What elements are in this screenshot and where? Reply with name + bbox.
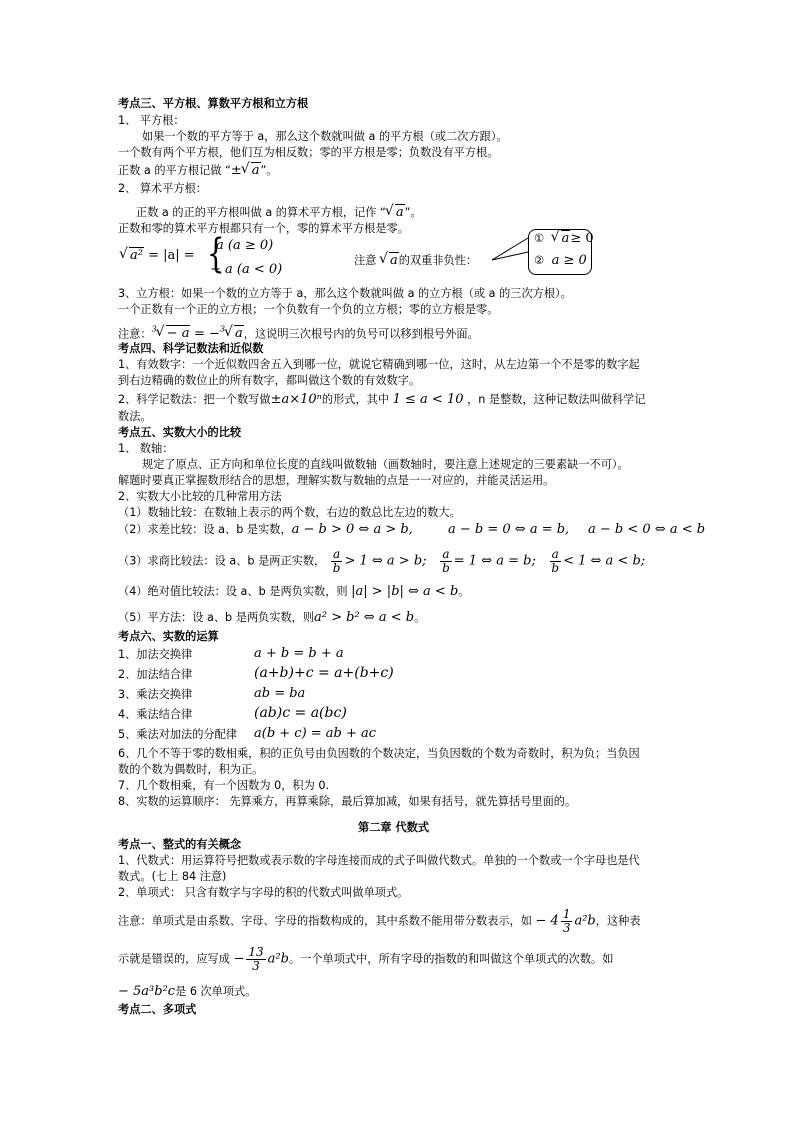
paragraph: 一个数有两个平方根，他们互为相反数；零的平方根是零；负数没有平方根。 <box>118 146 499 159</box>
fraction-13-3: $\frac{13}{3}$ <box>248 945 264 973</box>
paragraph: 如果一个数的平方等于 a，那么这个数就叫做 a 的平方根（或二次方跟）。 <box>142 130 508 143</box>
callout-line: ① √ a≥ 0 <box>534 231 594 247</box>
paragraph: 注意：$^3$√ − a = −$^3$√ a，这说明三次根号内的负号可以移到根号外面。 <box>118 322 479 342</box>
section-title: 考点六、实数的运算 <box>118 630 219 643</box>
rule-name: 5、乘法对加法的分配律 <box>118 728 237 741</box>
paragraph: 规定了原点、正方向和单位长度的直线叫做数轴（画数轴时，要注意上述规定的三要素缺一不可）。 <box>142 458 629 471</box>
cube-root-a: $^3$√ a <box>220 326 244 341</box>
rule-formula: a + b = b + a <box>254 646 344 661</box>
rule-formula: a(b + c) = ab + ac <box>254 726 377 741</box>
fraction-a-b: $\frac{a}{b}$ <box>332 547 341 575</box>
sqrt-a: √ a <box>552 231 571 247</box>
section-title: 考点一、整式的有关概念 <box>118 838 242 851</box>
sqrt-a: √ a <box>242 163 261 179</box>
paragraph: − 5a³b²c是 6 次单项式。 <box>118 984 257 999</box>
formula-sqrt-a2: √ a² = |a| = <box>120 248 195 264</box>
paragraph: （4）绝对值比较法：设 a、b 是两负实数，则 |a| > |b| ⇔ a < b。 <box>118 584 470 599</box>
sqrt-a: √ a <box>380 253 399 269</box>
rule-formula: (ab)c = a(bc) <box>254 705 347 721</box>
section-title: 考点三、平方根、算数平方根和立方根 <box>118 97 309 110</box>
paragraph: 7、几个数相乘，有一个因数为 0，积为 0. <box>118 779 330 792</box>
paragraph: 1、 平方根： <box>118 114 185 127</box>
paragraph: 一个正数有一个正的立方根；一个负数有一个负的立方根；零的立方根是零。 <box>118 303 499 316</box>
paragraph: 正数 a 的正的平方根叫做 a 的算术平方根，记作 “√ a”。 <box>136 205 422 221</box>
paragraph: 1、 数轴： <box>118 442 174 455</box>
cube-root-neg-a: $^3$√ − a <box>152 326 191 341</box>
paragraph: （1）数轴比较：在数轴上表示的两个数，右边的数总比左边的数大。 <box>118 506 461 519</box>
paragraph: 2、科学记数法：把一个数写做±a×10ⁿ的形式，其中 1 ≤ a < 10 ，n 是整数，这种记数法叫做科学记 <box>118 392 646 407</box>
rule-name: 1、加法交换律 <box>118 648 193 661</box>
paragraph: 数式。(七上 84 注意) <box>118 870 227 883</box>
paragraph: 示就是错误的，应写成 − $\frac{13}{3}$ a²b。一个单项式中，所有字母的指数的和叫做这个单项式的次数。如 <box>118 945 614 973</box>
paragraph: （2）求差比较：设 a、b 是实数，a − b > 0 ⇔ a > b, <box>118 522 413 537</box>
paragraph: 正数和零的算术平方根都只有一个，零的算术平方根是零。 <box>118 222 409 235</box>
note: 注意 √ a的双重非负性： <box>354 253 477 269</box>
fraction-a-b: $\frac{a}{b}$ <box>551 547 560 575</box>
paragraph: 数法。 <box>118 410 152 423</box>
rule-name: 3、乘法交换律 <box>118 688 193 701</box>
section-title: 考点四、科学记数法和近似数 <box>118 342 264 355</box>
mixed-fraction: $\frac{1}{3}$ <box>562 907 571 935</box>
chapter-title: 第二章 代数式 <box>358 821 430 834</box>
paragraph: （5）平方法：设 a、b 是两负实数，则a² > b² ⇔ a < b。 <box>118 610 426 625</box>
formula: a − b < 0 ⇔ a < b <box>588 522 706 537</box>
rule-name: 2、加法结合律 <box>118 668 193 681</box>
rule-formula: ab = ba <box>254 686 306 701</box>
section-title: 考点五、实数大小的比较 <box>118 426 242 439</box>
paragraph: 8、实数的运算顺序： 先算乘方，再算乘除，最后算加减，如果有括号，就先算括号里面的。 <box>118 795 577 808</box>
paragraph: 2、 算术平方根： <box>118 182 207 195</box>
paragraph: 注意：单项式是由系数、字母、字母的指数构成的，其中系数不能用带分数表示，如 − 4 $\frac{1}{3}$ a²b，这种表 <box>118 907 641 935</box>
paragraph: 3、立方根：如果一个数的立方等于 a，那么这个数就叫做 a 的立方根（或 a 的三次方根）。 <box>118 287 572 300</box>
formula: a − b = 0 ⇔ a = b, <box>448 522 570 537</box>
section-title: 考点二、多项式 <box>118 1003 197 1016</box>
sqrt-a: √ a <box>386 205 405 221</box>
paragraph: 到右边精确的数位止的所有数字，都叫做这个数的有效数字。 <box>118 374 421 387</box>
paragraph: 数的个数为偶数时，积为正。 <box>118 763 264 776</box>
paragraph: 解题时要真正掌握数形结合的思想，理解实数与数轴的点是一一对应的，并能灵活运用。 <box>118 474 555 487</box>
fraction-a-b: $\frac{a}{b}$ <box>442 547 450 575</box>
paragraph: 1、有效数字：一个近似数四舍五入到哪一位，就说它精确到哪一位，这时，从左边第一个不是零的数字起 <box>118 358 640 371</box>
paragraph: 2、实数大小比较的几种常用方法 <box>118 490 282 503</box>
rule-name: 4、乘法结合律 <box>118 708 193 721</box>
paragraph: 6、几个不等于零的数相乘，积的正负号由负因数的个数决定，当负因数的个数为奇数时，积为负；当负因 <box>118 747 640 760</box>
case-line: a (a ≥ 0) <box>216 238 274 253</box>
callout-line: ② a ≥ 0 <box>534 253 587 268</box>
paragraph: 2、单项式： 只含有数字与字母的积的代数式叫做单项式。 <box>118 886 409 899</box>
rule-formula: (a+b)+c = a+(b+c) <box>254 665 394 681</box>
paragraph: （3）求商比较法：设 a、b 是两正实数， $\frac{a}{b}$ > 1 ⇔ a > b; $\frac{a}{b}$ = 1 ⇔ a = b; $\frac{a}{b}$ < 1 ⇔ a < b; <box>118 547 646 575</box>
paragraph: 1、代数式：用运算符号把数或表示数的字母连接而成的式子叫做代数式。单独的一个数或一个字母也是代 <box>118 854 640 867</box>
paragraph: 正数 a 的平方根记做 “±√ a”。 <box>118 163 277 179</box>
case-line: − a (a < 0) <box>210 262 283 277</box>
brace: { <box>206 231 225 277</box>
